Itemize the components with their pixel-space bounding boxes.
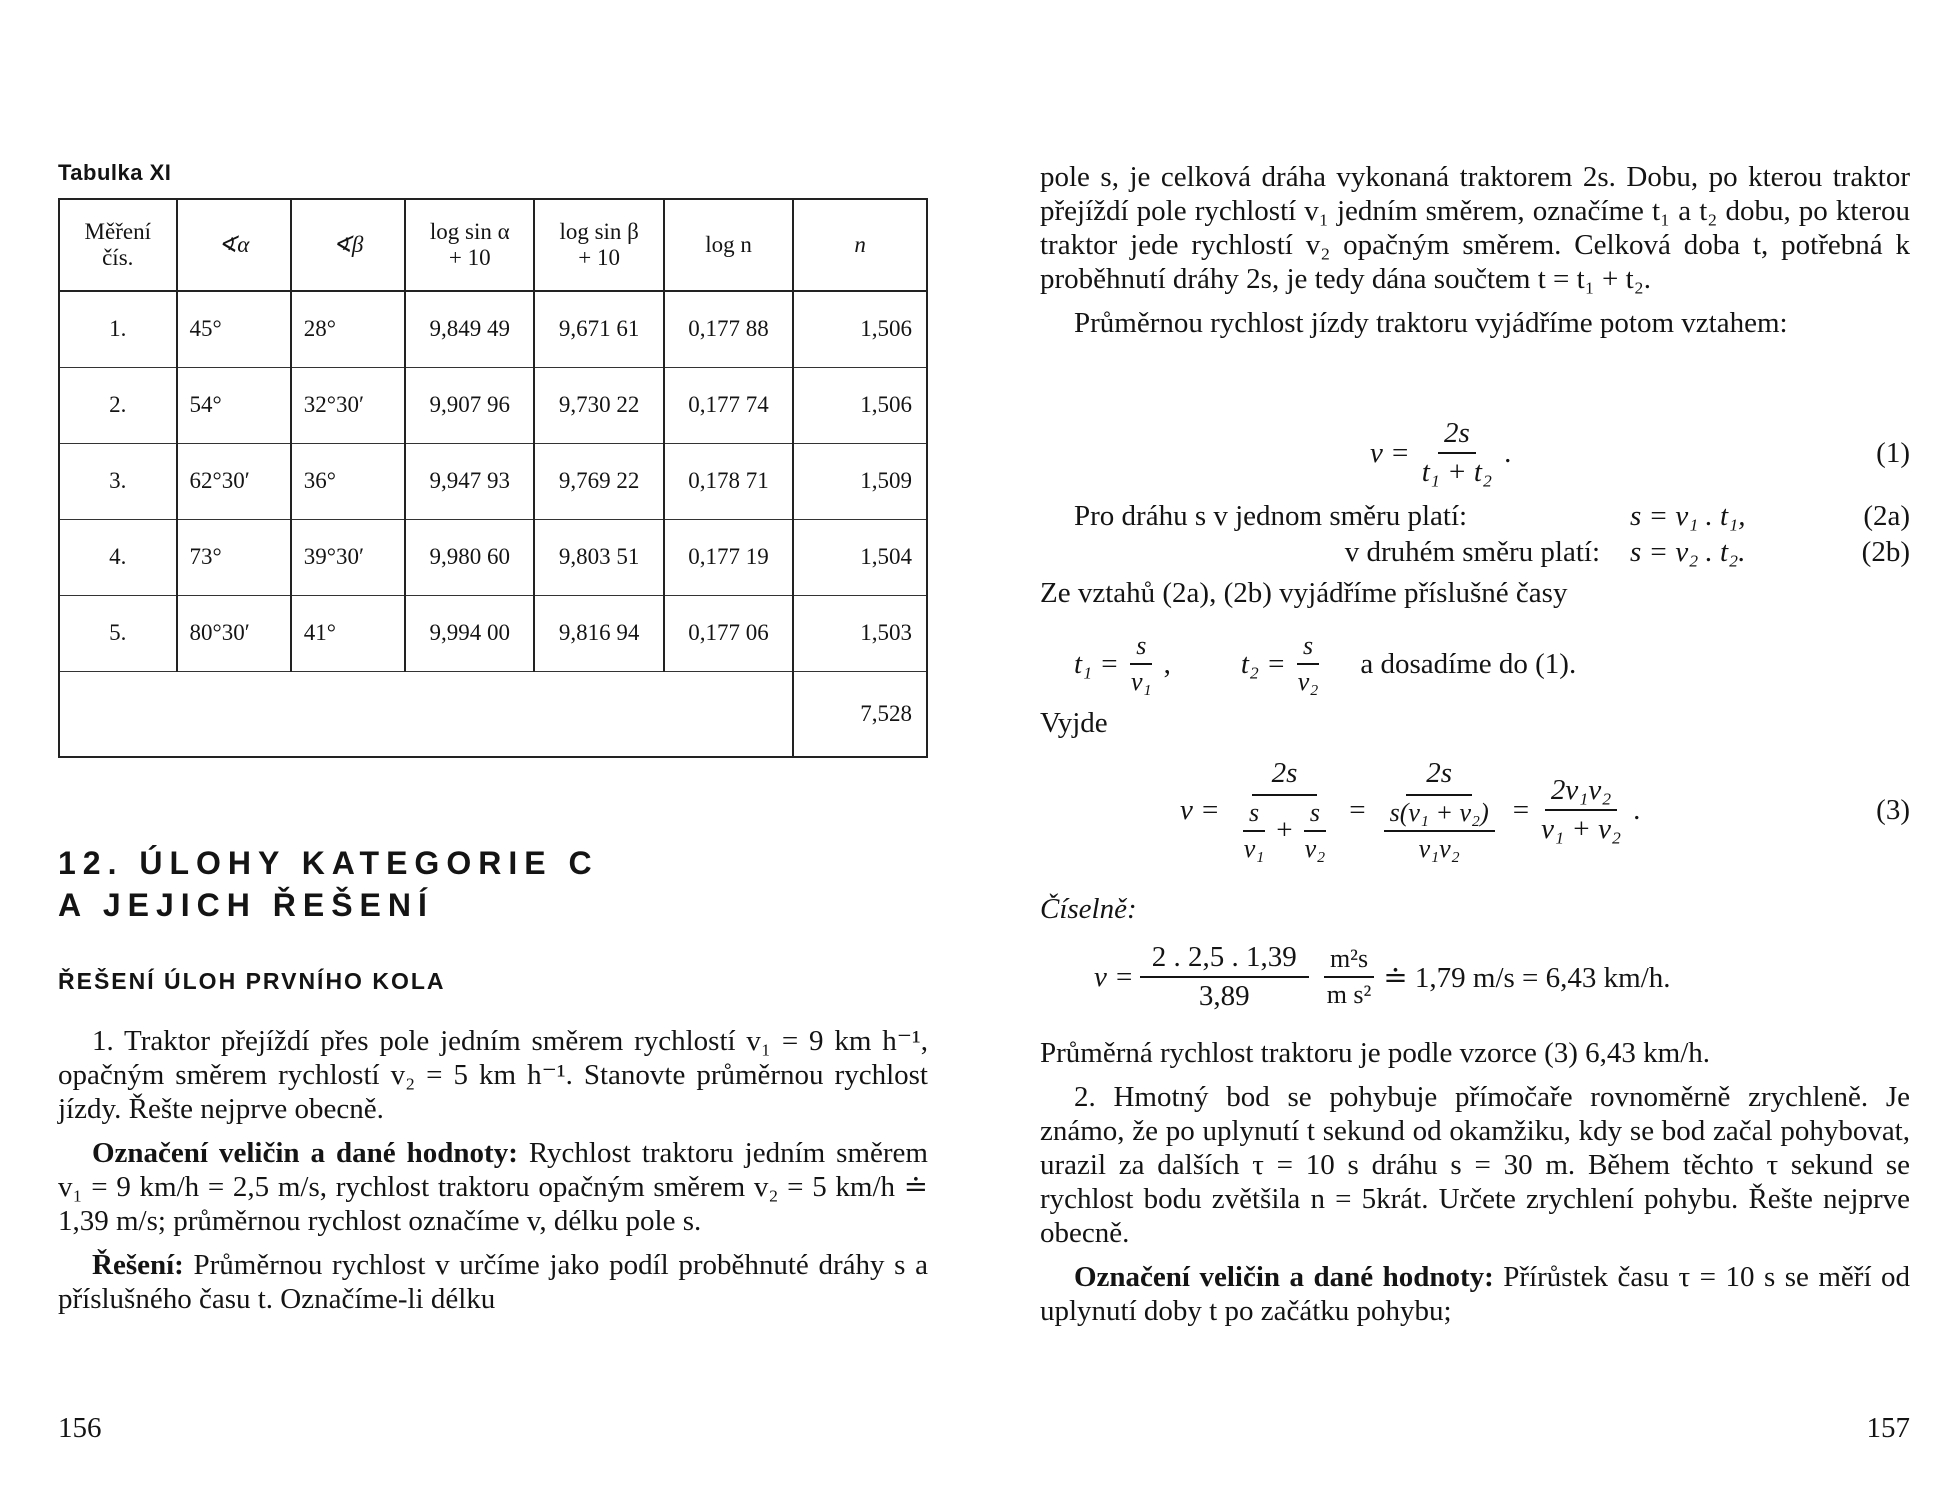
header-cell <box>793 199 927 291</box>
header-cell <box>405 199 534 291</box>
paragraph-problem-1: 1. Traktor přejíždí přes pole jedním směrem rychlostí v₁ = 9 km h⁻¹, opačným směrem rychlostí v₂ = 5 km h⁻¹. Stanovte průměrnou rychlost jízdy. Řešte nejprve obecně. <box>58 1025 928 1125</box>
paragraph-continuation: pole s, je celková dráha vykonaná traktorem 2s. Dobu, po kterou traktor přejíždí pole rychlostí v₁ jedním směrem, označíme t₁ a t₂ dobu, po kterou traktor jede rychlostí v₂ opačným směrem. Celková doba t, potřebná k proběhnutí dráhy 2s, je tedy dána součtem t = t₁ + t₂. <box>1040 161 1910 295</box>
given-values-2-label: Označení veličin a dané hodnoty: <box>1074 1261 1494 1293</box>
eq3-fraction-2 <box>1372 757 1507 864</box>
eq3-numerator-2: 2s <box>1406 757 1472 796</box>
table-cell: 1,509 <box>793 443 927 519</box>
equation-numeric <box>1040 934 1910 1020</box>
eq4-fraction <box>1140 941 1309 1013</box>
eq2a-label: (2a) <box>1863 500 1910 532</box>
table-caption: Tabulka XI <box>58 160 172 185</box>
given-values-text: Rychlost traktoru jedním směrem v₁ = 9 km/h = 2,5 m/s, rychlost traktoru opačným směrem v₂ = 5 km/h ≐ 1,39 m/s; průměrnou rychlost označíme v, délku pole s. <box>58 1137 928 1237</box>
paragraph-average-speed: Průměrnou rychlost jízdy traktoru vyjádříme potom vztahem: <box>1074 307 1788 339</box>
table-cell: 4. <box>59 519 177 595</box>
table-cell: 5. <box>59 595 177 671</box>
header-line1: Měření <box>84 219 151 244</box>
header-line1: log sin α <box>429 219 510 244</box>
eq3-sub-fraction-a <box>1238 798 1271 864</box>
equation-1 <box>1040 410 1910 496</box>
table-cell: 3. <box>59 443 177 519</box>
paragraph-result: Průměrná rychlost traktoru je podle vzorce (3) 6,43 km/h. <box>1040 1037 1711 1069</box>
section-title: ŘEŠENÍ ÚLOH PRVNÍHO KOLA <box>58 968 446 994</box>
eq1-denominator: t₁ + t₂ <box>1421 456 1493 488</box>
paragraph-vyjde: Vyjde <box>1040 707 1108 739</box>
solution-text: Průměrnou rychlost v určíme jako podíl proběhnuté dráhy s a příslušného času t. Označíme-li délku <box>58 1249 928 1315</box>
table-row <box>59 443 927 519</box>
table-total-cell: 7,528 <box>793 671 927 757</box>
table-row <box>59 367 927 443</box>
table-cell: 73° <box>177 519 291 595</box>
eq3-inner-den: v₁v₂ <box>1418 833 1460 863</box>
paragraph-given-values-2 <box>1040 1260 1910 1328</box>
header-cell <box>177 199 291 291</box>
eq4-numerator: 2 . 2,5 . 1,39 <box>1140 941 1309 978</box>
measurement-table <box>58 198 928 758</box>
paragraph-ciselne: Číselně: <box>1040 893 1137 925</box>
table-cell: 1,506 <box>793 367 927 443</box>
eq3-inner-num: s(v₁ + v₂) <box>1384 798 1495 832</box>
table-cell: 45° <box>177 291 291 367</box>
eq-t2-denominator: v₂ <box>1297 667 1319 696</box>
table-cell: 54° <box>177 367 291 443</box>
eq-t1-comma: , <box>1163 647 1171 680</box>
eq1-fraction <box>1416 417 1498 489</box>
header-cell <box>664 199 793 291</box>
header-cell <box>291 199 405 291</box>
right-page <box>1040 0 1910 1501</box>
eq-t2-fraction <box>1292 631 1325 697</box>
table-cell: 9,769 22 <box>534 443 663 519</box>
table-cell: 62°30′ <box>177 443 291 519</box>
table-total-row <box>59 671 927 757</box>
equation-3: v = 2s $\frac{s}{\text{v₁}}$ + $\frac{s}{\text{v₂}}$ = $\frac{2s}{\frac{\text{s(v₁ + v₂)}}{\text{v₁v₂}}}$ = $\frac{\text{2v₁v₂}}{\text{v₁ + v₂}}$ . (3) <box>1180 756 1910 863</box>
header-line2: čís. <box>102 245 134 270</box>
eq3-sub-fraction-b <box>1299 798 1332 864</box>
table-cell: 0,177 88 <box>664 291 793 367</box>
eq2b-text: v druhém směru platí: <box>1344 536 1600 568</box>
header-line1: log sin β <box>559 219 639 244</box>
eq2b-formula: s = v₂ . t₂. <box>1630 536 1746 568</box>
eq3-inner-fraction <box>1384 798 1495 864</box>
header-line1: ∢α <box>217 232 250 257</box>
eq-t1-denominator: v₁ <box>1130 667 1152 696</box>
header-cell <box>59 199 177 291</box>
eq2b-label: (2b) <box>1861 536 1910 568</box>
table-row <box>59 595 927 671</box>
page-number-left: 156 <box>58 1412 102 1444</box>
eq3-equals-2: = <box>1512 793 1530 826</box>
eq-times-tail: a dosadíme do (1). <box>1360 647 1577 680</box>
paragraph-times: Ze vztahů (2a), (2b) vyjádříme příslušné časy <box>1040 577 1568 609</box>
eq3-lhs: v = <box>1180 793 1220 826</box>
right-text-top <box>1040 160 1910 350</box>
right-text-bottom <box>1040 1036 1910 1338</box>
eq4-unit-num: m²s <box>1324 944 1374 978</box>
eq4-result: ≐ 1,79 m/s = 6,43 km/h. <box>1383 961 1671 994</box>
chapter-title-line-2: A JEJICH ŘEŠENÍ <box>58 887 434 923</box>
eq3-label: (3) <box>1876 793 1910 826</box>
chapter-title <box>58 842 928 926</box>
paragraph-solution <box>58 1248 928 1316</box>
table-cell: 9,907 96 <box>405 367 534 443</box>
table-cell: 32°30′ <box>291 367 405 443</box>
eq4-unit-fraction <box>1321 944 1378 1010</box>
equation-times <box>1040 622 1910 706</box>
eq3-plus: + <box>1276 814 1293 846</box>
table-cell: 1,504 <box>793 519 927 595</box>
eq-t1-numerator: s <box>1130 631 1152 665</box>
header-line2: + 10 <box>578 245 621 270</box>
table-total-empty <box>59 671 793 757</box>
eq-t1-fraction <box>1125 631 1158 697</box>
table-cell: 0,178 71 <box>664 443 793 519</box>
right-text-ciselne <box>1040 892 1910 936</box>
header-line1: log n <box>705 232 752 257</box>
table-cell: 80°30′ <box>177 595 291 671</box>
table-cell: 9,980 60 <box>405 519 534 595</box>
table-cell: 36° <box>291 443 405 519</box>
table-cell: 1. <box>59 291 177 367</box>
left-page <box>58 0 928 1501</box>
eq3-sub-b-num: s <box>1304 798 1326 832</box>
table-cell: 28° <box>291 291 405 367</box>
eq3-fraction-3 <box>1535 774 1627 846</box>
eq1-tail: . <box>1504 436 1512 469</box>
table-cell: 39°30′ <box>291 519 405 595</box>
eq3-denominator-3: v₁ + v₂ <box>1541 813 1622 845</box>
table-cell: 9,947 93 <box>405 443 534 519</box>
table-cell: 9,994 00 <box>405 595 534 671</box>
table-cell: 9,730 22 <box>534 367 663 443</box>
table-cell: 9,849 49 <box>405 291 534 367</box>
eq3-numerator-3: 2v₁v₂ <box>1545 774 1617 811</box>
table-cell: 9,671 61 <box>534 291 663 367</box>
header-line1: n <box>854 232 866 257</box>
header-line1: ∢β <box>332 232 364 257</box>
eq1-numerator: 2s <box>1438 417 1476 454</box>
header-cell <box>534 199 663 291</box>
eq4-lhs: v = <box>1094 960 1134 993</box>
eq3-sub-a-den: v₁ <box>1243 833 1265 863</box>
table-cell: 9,803 51 <box>534 519 663 595</box>
table-header-row <box>59 199 927 291</box>
table-cell: 0,177 74 <box>664 367 793 443</box>
table-cell: 0,177 19 <box>664 519 793 595</box>
eq3-sub-b-den: v₂ <box>1304 833 1326 863</box>
eq-t1-lhs: t₁ = <box>1074 647 1119 680</box>
table-cell: 41° <box>291 595 405 671</box>
table-cell: 9,816 94 <box>534 595 663 671</box>
eq4-unit-den: m s² <box>1326 980 1372 1009</box>
eq3-denominator-2 <box>1372 796 1507 864</box>
eq3-fraction-1 <box>1226 757 1344 864</box>
table-cell: 1,503 <box>793 595 927 671</box>
eq-t2-numerator: s <box>1297 631 1319 665</box>
eq3-sub-a-num: s <box>1243 798 1265 832</box>
solution-label: Řešení: <box>92 1249 184 1281</box>
page-number-right: 157 <box>1866 1412 1910 1444</box>
eq3-equals-1: = <box>1349 793 1366 826</box>
given-values-2-text: Přírůstek času τ = 10 s se měří od uplynutí doby t po začátku pohybu; <box>1040 1261 1910 1327</box>
paragraph-problem-2: 2. Hmotný bod se pohybuje přímočaře rovnoměrně zrychleně. Je známo, že po uplynutí t sekund od okamžiku, kdy se bod začal pohybovat, urazil za dalších τ = 10 s dráhu s = 30 m. Během těchto τ sekund se rychlost bodu zvětšila n = 5krát. Určete zrychlení pohybu. Řešte nejprve obecně. <box>1040 1081 1910 1249</box>
eq3-numerator-1: 2s <box>1252 757 1318 796</box>
eq-t2-lhs: t₂ = <box>1240 647 1286 680</box>
eq3-denominator-1 <box>1226 796 1344 864</box>
table-row <box>59 519 927 595</box>
right-text-times <box>1040 576 1910 620</box>
given-values-label: Označení veličin a dané hodnoty: <box>92 1137 518 1169</box>
eq1-label: (1) <box>1876 436 1910 469</box>
eq2a-formula: s = v₁ . t₁, <box>1630 500 1746 532</box>
eq4-denominator: 3,89 <box>1198 980 1250 1012</box>
table-cell: 1,506 <box>793 291 927 367</box>
chapter-title-line-1: 12. ÚLOHY KATEGORIE C <box>58 845 599 881</box>
left-text-block <box>58 1024 928 1326</box>
header-line2: + 10 <box>448 245 491 270</box>
eq1-lhs: v = <box>1370 436 1410 469</box>
paragraph-given-values <box>58 1136 928 1238</box>
table-cell: 2. <box>59 367 177 443</box>
table-row <box>59 291 927 367</box>
table-cell: 0,177 06 <box>664 595 793 671</box>
eq2a-text: Pro dráhu s v jednom směru platí: <box>1074 500 1468 532</box>
